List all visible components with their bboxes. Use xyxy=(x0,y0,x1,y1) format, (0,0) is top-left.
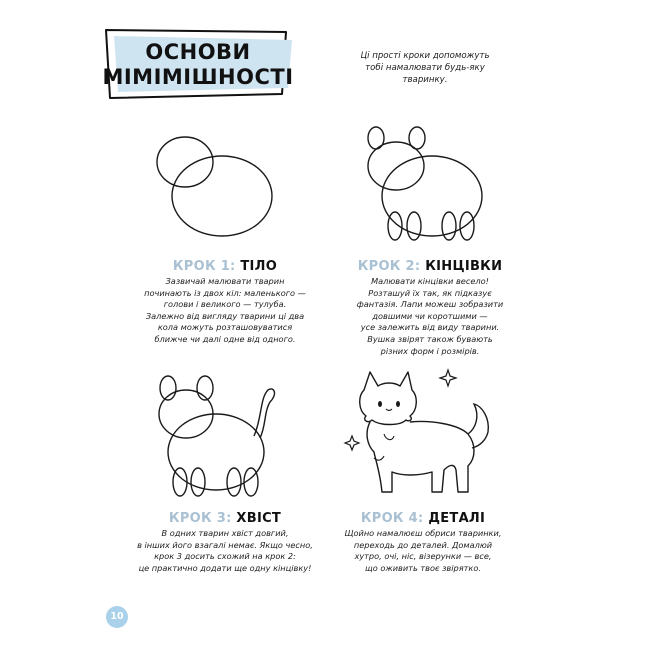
step4-line: що оживить твоє звірятко. xyxy=(365,562,481,573)
intro-text xyxy=(340,50,510,86)
step2-line: усе залежить від виду тварини. xyxy=(360,322,500,333)
step2-description xyxy=(320,276,540,357)
step2-line: Малювати кінцівки весело! xyxy=(371,276,489,286)
step4-line: хутро, очі, ніс, візерунки — все, xyxy=(354,551,492,562)
step3-name: ХВІСТ xyxy=(236,511,282,526)
step2-line: різних форм і розмірів. xyxy=(380,345,480,356)
step1-description xyxy=(115,276,335,346)
step2-line: Вушка звірят також бувають xyxy=(367,333,493,344)
step3-line: це практично додати ще одну кінцівку! xyxy=(138,562,312,573)
step1-heading xyxy=(120,259,330,274)
intro-line: тобі намалювати будь-яку xyxy=(365,63,485,73)
step1-line: Залежно від вигляду тварини ці два xyxy=(145,310,305,321)
step2-label: КРОК 2: xyxy=(357,259,421,274)
step3-label: КРОК 3: xyxy=(168,511,232,526)
step2-line: довшими чи коротшими — xyxy=(372,310,488,321)
intro-line: тваринку. xyxy=(402,75,448,85)
step1-drawing xyxy=(150,130,290,245)
step2-line: Розташуй їх так, як підказує xyxy=(368,287,492,298)
step2-drawing xyxy=(360,118,490,248)
page-title-line-2: МІМІМІШНОСТІ xyxy=(102,65,294,89)
step4-heading xyxy=(318,511,528,526)
step3-drawing xyxy=(150,368,285,503)
step4-line: переходь до деталей. Домалюй xyxy=(353,539,493,550)
page-number-badge: 10 xyxy=(106,606,128,628)
step1-line: Зазвичай малювати тварин xyxy=(165,276,285,286)
page-title-line-1: ОСНОВИ xyxy=(145,40,251,64)
step3-description xyxy=(110,528,340,574)
sparkle-icon xyxy=(345,436,359,450)
step2-line: фантазія. Лапи можеш зобразити xyxy=(356,299,504,310)
step3-heading xyxy=(120,511,330,526)
step1-line: кола можуть розташовуватися xyxy=(157,322,293,333)
step4-drawing xyxy=(340,362,500,502)
step1-line: починають із двох кіл: маленького — xyxy=(144,287,306,298)
intro-line: Ці прості кроки допоможуть xyxy=(360,51,490,61)
step3-line: в інших його взагалі немає. Якщо чесно, xyxy=(137,539,313,550)
step2-name: КІНЦІВКИ xyxy=(425,259,503,274)
step1-label: КРОК 1: xyxy=(172,259,236,274)
sparkle-icon xyxy=(440,370,456,386)
step4-line: Щойно намалюєш обриси тваринки, xyxy=(344,528,502,538)
step2-heading xyxy=(325,259,535,274)
step3-line: крок 3 досить схожий на крок 2: xyxy=(154,551,296,562)
step1-line: ближче чи далі одне від одного. xyxy=(154,333,296,344)
step4-name: ДЕТАЛІ xyxy=(428,511,486,526)
title-banner xyxy=(100,26,296,100)
step3-line: В одних тварин хвіст довгий, xyxy=(161,528,289,538)
step4-label: КРОК 4: xyxy=(360,511,424,526)
step1-line: голови і великого — тулуба. xyxy=(163,299,287,310)
step4-description xyxy=(313,528,533,574)
step1-name: ТІЛО xyxy=(240,259,278,274)
